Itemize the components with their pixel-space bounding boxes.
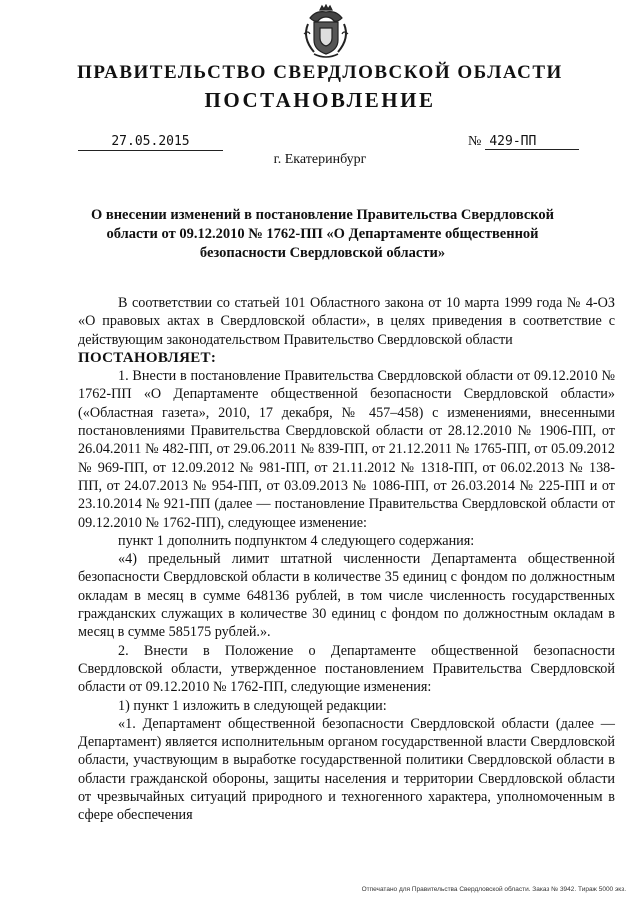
document-date: 27.05.2015 xyxy=(78,134,223,151)
paragraph-5: 1) пункт 1 изложить в следующей редакции: xyxy=(118,697,387,714)
coat-of-arms-icon xyxy=(300,4,352,62)
paragraph-1: 1. Внести в постановление Правительства Свердловской области от 09.12.2010 № 1762-ПП «О Департаменте общественной безопасности Свердловской области» («Областная газета», 2010, 17 декабря, № 457–458) с изменениями, внесенными постановлениями Правительства Свердловской области от 28.12.2010 № 1906-ПП, от 26.04.2011 № 482-ПП, от 29.06.2011 № 839-ПП, от 21.12.2011 № 1765-ПП, от 05.09.2012 № 969-ПП, от 12.09.2012 № 981-ПП, от 21.11.2012 № 1318-ПП, от 06.02.2013 № 138-ПП, от 24.07.2013 № 954-ПП, от 03.09.2013 № 1086-ПП, от 26.03.2014 № 225-ПП и от 23.10.2014 № 921-ПП (далее — постановление Правительства Свердловской области от 09.12.2010 № 1762-ПП), следующее изменение: xyxy=(78,368,615,531)
document-body xyxy=(78,294,615,825)
document-number xyxy=(468,134,579,150)
number-label: № xyxy=(468,134,482,149)
paragraph-6: «1. Департамент общественной безопасности Свердловской области (далее — Департамент) является исполнительным органом государственной власти Свердловской области, участвующим в выработке государственной политики Свердловской области в области гражданской обороны, защиты населения и территории Свердловской области от чрезвычайных ситуаций природного и техногенного характера, уполномоченным в сфере обеспечения xyxy=(78,715,615,824)
paragraph-4: 2. Внести в Положение о Департаменте общественной безопасности Свердловской области, утвержденное постановлением Правительства Свердловской области от 09.12.2010 № 1762-ПП, следующие изменения: xyxy=(78,642,615,696)
preamble: В соответствии со статьей 101 Областного закона от 10 марта 1999 года № 4-ОЗ «О правовых актах в Свердловской области», в целях приведения в соответствие с действующим законодательством Правительство Свердловской области xyxy=(78,295,615,348)
paragraph-3: «4) предельный лимит штатной численности Департамента общественной безопасности Свердловской области в количестве 35 единиц с фондом по должностным окладам в месяц в сумме 648136 рублей, в том числе численность государственных гражданских служащих в количестве 30 единиц с фондом по должностным окладам в месяц в сумме 585175 рублей.». xyxy=(78,551,615,641)
document-type: ПОСТАНОВЛЕНИЕ xyxy=(204,88,436,112)
resolve-heading: ПОСТАНОВЛЯЕТ: xyxy=(78,349,217,366)
print-footer: Отпечатано для Правительства Свердловской области. Заказ № 3942. Тираж 5000 экз. xyxy=(361,886,626,893)
paragraph-2: пункт 1 дополнить подпунктом 4 следующего содержания: xyxy=(118,532,475,549)
city: г. Екатеринбург xyxy=(273,152,367,167)
number-value: 429-ПП xyxy=(485,134,579,150)
government-title: ПРАВИТЕЛЬСТВО СВЕРДЛОВСКОЙ ОБЛАСТИ xyxy=(77,62,563,83)
document-subject: О внесении изменений в постановление Правительства Свердловской области от 09.12.2010 № 1762-ПП «О Департаменте общественной безопасности Свердловской области» xyxy=(90,207,555,261)
